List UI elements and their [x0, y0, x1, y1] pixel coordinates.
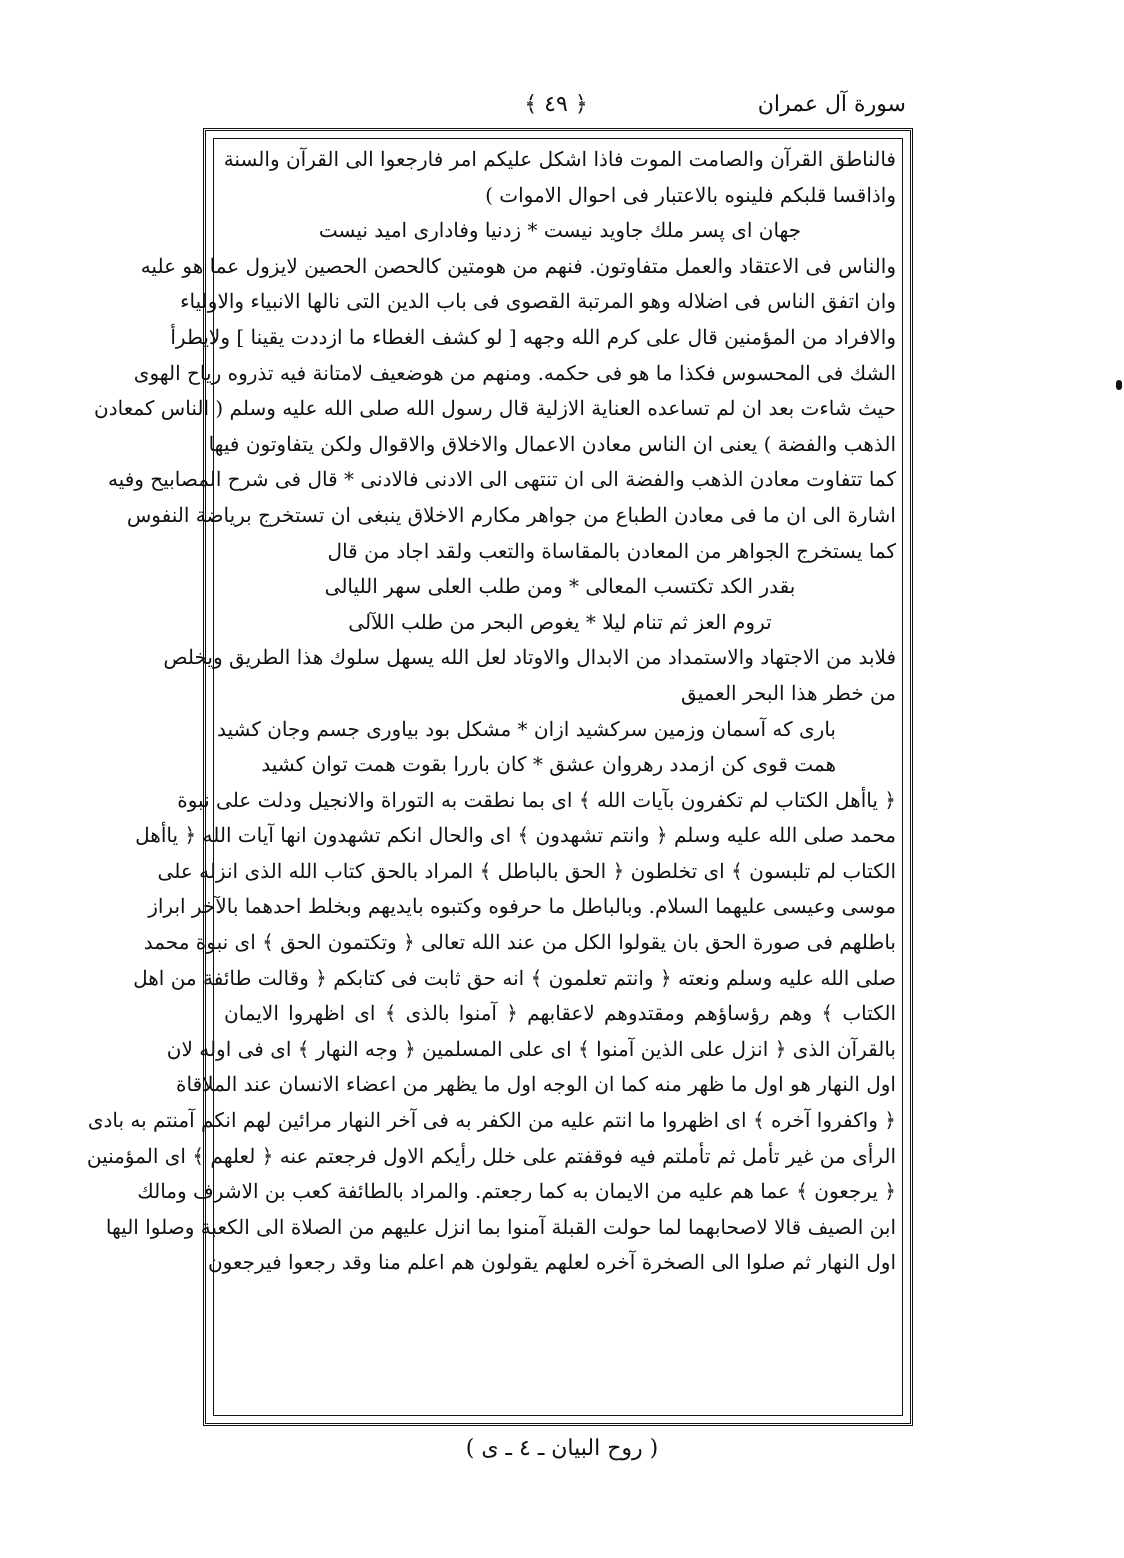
text-line: وان اتفق الناس فى اضلاله وهو المرتبة القصوى فى باب الدين التى نالها الانبياء والاولياء: [180, 289, 896, 314]
text-line: اشارة الى ان ما فى معادن الطباع من جواهر مكارم الاخلاق ينبغى ان تستخرج برياضة النفوس: [126, 502, 896, 527]
text-line: ابن الصيف قالا لاصحابهما لما حولت القبلة آمنوا بما انزل عليهم من الصلاة الى الكعبة وصلوا اليها: [105, 1214, 896, 1239]
text-line: ﴿ يرجعون ﴾ عما هم عليه من الايمان به كما رجعتم. والمراد بالطائفة كعب بن الاشرف ومالك: [137, 1179, 896, 1204]
page-footer-signature: ( روح البيان ـ ٤ ـ ى ): [465, 1436, 659, 1461]
verse-line: جهان اى پسر ملك جاويد نيست * زدنيا وفادارى اميد نيست: [318, 218, 802, 243]
text-line: الذهب والفضة ) يعنى ان الناس معادن الاعمال والاخلاق والاقوال ولكن يتفاوتون فيها: [208, 431, 896, 456]
text-line: فالناطق القرآن والصامت الموت فاذا اشكل عليكم امر فارجعوا الى القرآن والسنة: [223, 147, 896, 171]
surah-title: سورة آل عمران: [757, 92, 906, 117]
text-line: موسى وعيسى عليهما السلام. وبالباطل ما حرفوه وكتبوه بايديهم وبخلط احدهما بالآخر ابراز: [148, 894, 896, 919]
text-line: محمد صلى الله عليه وسلم ﴿ وانتم تشهدون ﴾ اى والحال انكم تشهدون انها آيات الله ﴿ ياأهل: [135, 823, 896, 848]
text-line: كما يستخرج الجواهر من المعادن بالمقاساة والتعب ولقد اجاد من قال: [327, 538, 896, 563]
verse-line: همت قوى كن ازمدد رهروان عشق * كان باررا بقوت همت توان كشيد: [261, 752, 836, 777]
verse-line: بارى كه آسمان وزمين سركشيد ازان * مشكل بود بياورى جسم وجان كشيد: [216, 716, 836, 741]
scan-speck: [1116, 380, 1122, 390]
verse-line: تروم العز ثم تنام ليلا * يغوص البحر من طلب اللآلى: [348, 609, 772, 634]
page-header: [206, 92, 906, 132]
text-line: واذاقسا قلبكم فلينوه بالاعتبار فى احوال الاموات ): [485, 182, 896, 207]
text-line: فلابد من الاجتهاد والاستمداد من الابدال والاوتاد لعل الله يسهل سلوك هذا الطريق ويخلص: [163, 645, 896, 670]
text-line: ﴿ ياأهل الكتاب لم تكفرون بآيات الله ﴾ اى بما نطقت به التوراة والانجيل ودلت على نبوة: [177, 787, 896, 812]
text-line: باطلهم فى صورة الحق بان يقولوا الكل من عند الله تعالى ﴿ وتكتمون الحق ﴾ اى نبوة محمد: [143, 930, 896, 955]
text-line: والناس فى الاعتقاد والعمل متفاوتون. فنهم من هومتين كالحصن الحصين لايزول عما هو عليه: [140, 253, 896, 278]
verse-line: بقدر الكد تكتسب المعالى * ومن طلب العلى سهر الليالى: [324, 574, 796, 599]
text-line: الرأى من غير تأمل ثم تأملتم فيه فوقفتم على خلل رأيكم الاول فرجعتم عنه ﴿ لعلهم ﴾ اى المؤمنين: [86, 1143, 896, 1168]
text-line: اول النهار هو اول ما ظهر منه كما ان الوجه اول ما يظهر من اعضاء الانسان عند الملاقاة: [176, 1072, 896, 1097]
text-line: الكتاب لم تلبسون ﴾ اى تخلطون ﴿ الحق بالباطل ﴾ المراد بالحق كتاب الله الذى انزله على: [157, 858, 896, 883]
text-line: بالقرآن الذى ﴿ انزل على الذين آمنوا ﴾ اى على المسلمين ﴿ وجه النهار ﴾ اى فى اوله لان: [166, 1036, 896, 1061]
page-number: ﴾ ٤٩ ﴿: [524, 92, 588, 117]
text-line: الشك فى المحسوس فكذا ما هو فى حكمه. ومنهم من هوضعيف لامتانة فيه تذروه رياح الهوى: [133, 360, 896, 385]
text-line: كما تتفاوت معادن الذهب والفضة الى ان تنتهى الى الادنى فالادنى * قال فى شرح المصابيح وفيه: [107, 467, 896, 492]
text-line: اول النهار ثم صلوا الى الصخرة آخره لعلهم يقولون هم اعلم منا وقد رجعوا فيرجعون: [207, 1250, 896, 1275]
text-line: من خطر هذا البحر العميق: [681, 680, 896, 705]
text-line: الكتاب ﴾ وهم رؤساؤهم ومقتدوهم لاعقابهم ﴿ آمنوا بالذى ﴾ اى اظهروا الايمان: [224, 1001, 896, 1026]
page-body: [86, 142, 896, 1281]
text-line: حيث شاءت بعد ان لم تساعده العناية الازلية قال رسول الله صلى الله عليه وسلم ( الناس كمعادن: [94, 396, 896, 421]
text-line: والافراد من المؤمنين قال على كرم الله وجهه [ لو كشف الغطاء ما ازددت يقينا ] ولايطرأ: [170, 324, 896, 349]
text-line: صلى الله عليه وسلم ونعته ﴿ وانتم تعلمون ﴾ انه حق ثابت فى كتابكم ﴿ وقالت طائفة من اهل: [133, 965, 896, 990]
text-line: ﴿ واكفروا آخره ﴾ اى اظهروا ما انتم عليه من الكفر به فى آخر النهار مرائين لهم انكم آمنتم به بادى: [87, 1108, 896, 1133]
